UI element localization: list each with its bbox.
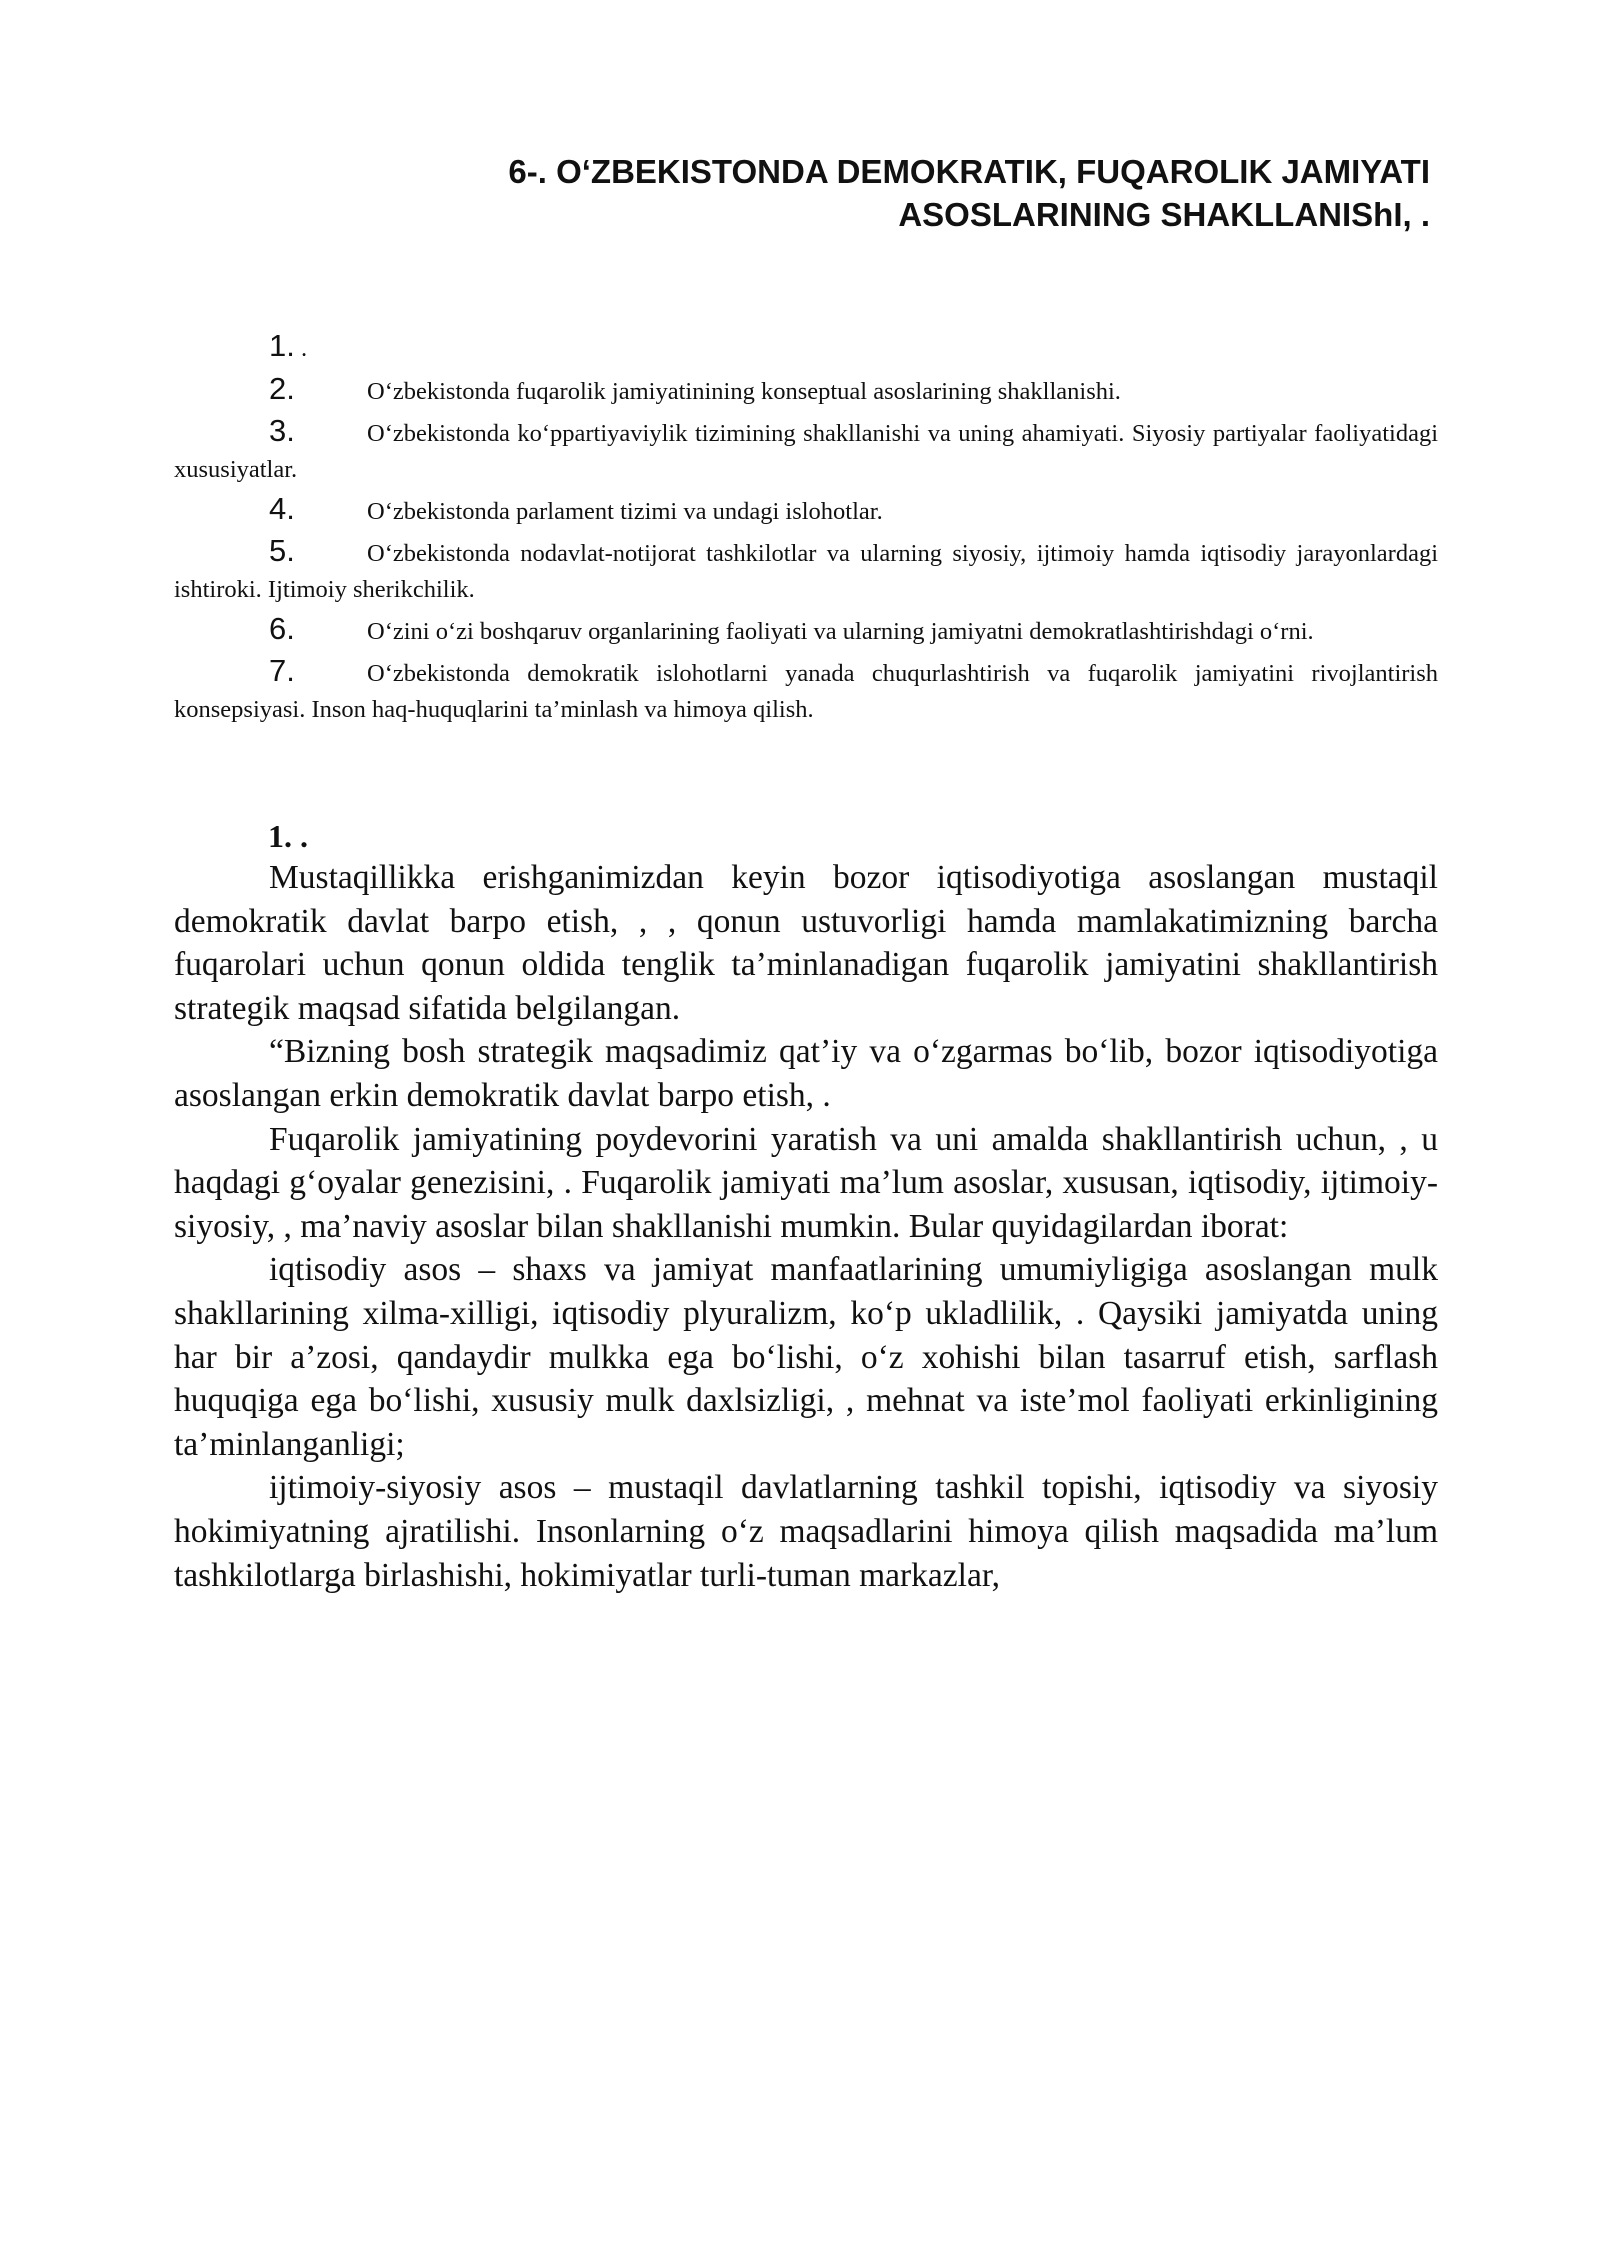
paragraph-2: “Bizning bosh strategik maqsadimiz qat’iy va o‘zgarmas bo‘lib, bozor iqtisodiyotiga asoslangan erkin demokratik davlat barpo etish, . [174, 1033, 1438, 1114]
plan-item-7 [174, 653, 1438, 728]
plan-item-number: 6. [269, 611, 295, 646]
section-heading: 1. . [268, 818, 308, 854]
plan-item-text: O‘zbekistonda parlament tizimi va undagi islohotlar. [367, 498, 883, 525]
paragraph-3: Fuqarolik jamiyatining poydevorini yaratish va uni amalda shakllantirish uchun, , u haqdagi g‘oyalar genezisini, . Fuqarolik jamiyati ma’lum asoslar, xususan, iqtisodiy, ijtimoiy-siyosiy, , ma’naviy asoslar bilan shakllanishi mumkin. Bular quyidagilardan iborat: [174, 1120, 1438, 1245]
plan-item-number: 3. [269, 413, 295, 448]
plan-item-text: O‘zbekistonda demokratik islohotlarni yanada chuqurlashtirish va fuqarolik jamiyatini rivojlantirish konsepsiyasi. Inson haq-huquqlarini ta’minlash va himoya qilish. [174, 660, 1438, 723]
plan-item-text: O‘zbekistonda nodavlat-notijorat tashkilotlar va ularning siyosiy, ijtimoiy hamda iqtisodiy jarayonlardagi ishtiroki. Ijtimoiy sherikchilik. [174, 540, 1438, 603]
plan-item-text: . [300, 335, 308, 362]
document-title [250, 150, 1430, 236]
plan-item-number: 7. [269, 653, 295, 688]
plan-item-5 [174, 533, 1438, 608]
plan-item-2 [174, 371, 1438, 410]
paragraph-5: ijtimoiy-siyosiy asos – mustaqil davlatlarning tashkil topishi, iqtisodiy va siyosiy hokimiyatning ajratilishi. Insonlarning o‘z maqsadlarini himoya qilish maqsadida ma’lum tashkilotlarga birlashishi, hokimiyatlar turli-tuman markazlar, [174, 1469, 1438, 1594]
plan-item-3 [174, 413, 1438, 488]
plan-item-number: 2. [269, 371, 295, 406]
plan-item-text: O‘zbekistonda fuqarolik jamiyatinining konseptual asoslarining shakllanishi. [367, 378, 1121, 405]
plan-item-6 [174, 611, 1438, 650]
plan-item-number: 1. [269, 328, 295, 363]
plan-item-text: O‘zbekistonda ko‘ppartiyaviylik tizimining shakllanishi va uning ahamiyati. Siyosiy partiyalar faoliyatidagi xususiyatlar. [174, 420, 1438, 483]
title-line-1: 6-. O‘ZBEKISTONDA DEMOKRATIK, FUQAROLIK JAMIYATI [508, 153, 1430, 190]
paragraph-1: Mustaqillikka erishganimizdan keyin bozor iqtisodiyotiga asoslangan mustaqil demokratik davlat barpo etish, , , qonun ustuvorligi hamda mamlakatimizning barcha fuqarolari uchun qonun oldida tenglik ta’minlanadigan fuqarolik jamiyatini shakllantirish strategik maqsad sifatida belgilangan. [174, 859, 1438, 1027]
body-text [174, 856, 1438, 1597]
plan-item-number: 4. [269, 491, 295, 526]
plan-item-text: O‘zini o‘zi boshqaruv organlarining faoliyati va ularning jamiyatni demokratlashtirishdagi o‘rni. [367, 618, 1314, 645]
paragraph-4: iqtisodiy asos – shaxs va jamiyat manfaatlarining umumiyligiga asoslangan mulk shakllarining xilma-xilligi, iqtisodiy plyuralizm, ko‘p ukladlilik, . Qaysiki jamiyatda uning har bir a’zosi, qandaydir mulkka ega bo‘lishi, o‘z xohishi bilan tasarruf etish, sarflash huquqiga ega bo‘lishi, xususiy mulk daxlsizligi, , mehnat va iste’mol faoliyati erkinligining ta’minlanganligi; [174, 1251, 1438, 1463]
title-line-2: ASOSLARINING SHAKLLANIShI, . [898, 196, 1430, 233]
plan-item-number: 5. [269, 533, 295, 568]
lecture-plan-list [174, 328, 1438, 731]
plan-item-4 [174, 491, 1438, 530]
plan-item-1 [174, 328, 1438, 367]
